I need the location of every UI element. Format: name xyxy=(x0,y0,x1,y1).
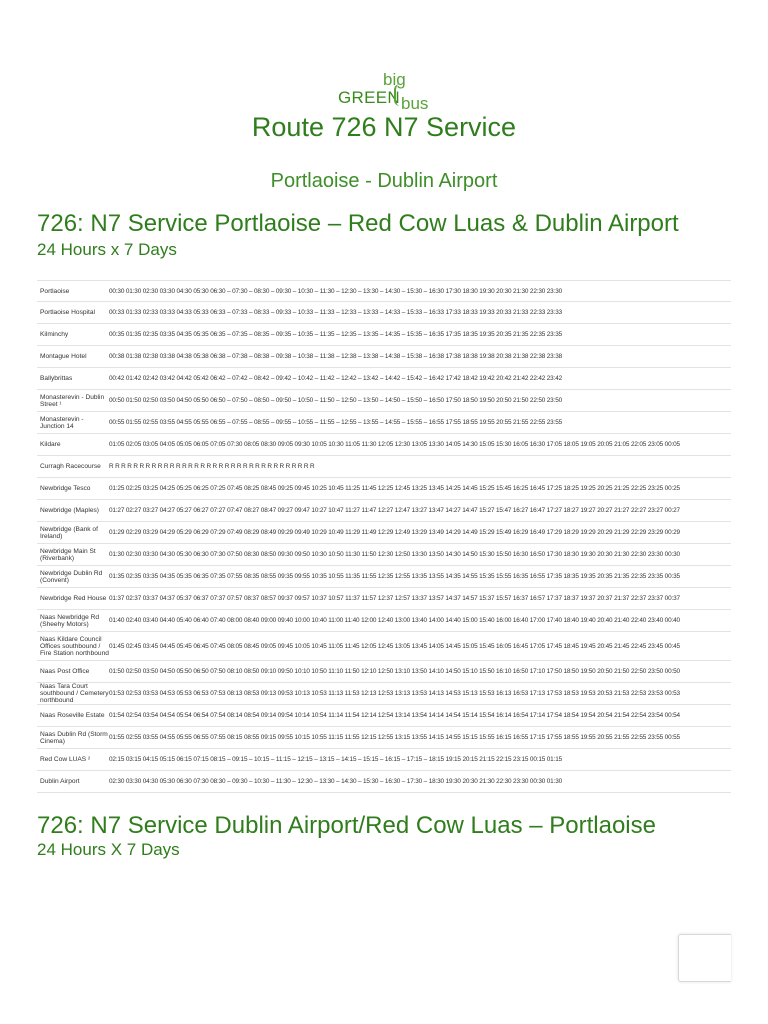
logo-text-big: big xyxy=(383,70,406,89)
table-row xyxy=(37,368,731,390)
stop-name: Naas Tara Court southbound / Cemetery northbound xyxy=(40,683,109,704)
stop-name: Newbridge Red House xyxy=(40,595,107,602)
stop-name: Naas Dublin Rd (Storm Cinema) xyxy=(40,730,108,745)
table-row xyxy=(37,456,731,478)
table-row xyxy=(37,324,731,346)
table-row xyxy=(37,346,731,368)
table-row xyxy=(37,661,731,683)
stop-name: Kildare xyxy=(40,441,61,448)
logo-text-bus: bus xyxy=(401,94,429,113)
stop-name: Newbridge (Maples) xyxy=(40,507,99,514)
stop-name: Montague Hotel xyxy=(40,353,87,360)
table-row xyxy=(37,412,731,434)
stop-times: 00:30 01:30 02:30 03:30 04:30 05:30 06:30 – 07:30 – 08:30 – 09:30 – 10:30 – 11:30 – 12:30 – 13:30 – 14:30 – 15:30 – 16:30 17:30 18:30 19:30 20:30 21:30 22:30 23:30 xyxy=(109,287,563,295)
stop-times: 00:50 01:50 02:50 03:50 04:50 05:50 06:50 – 07:50 – 08:50 – 09:50 – 10:50 – 11:50 – 12:50 – 13:50 – 14:50 – 15:50 – 16:50 17:50 18:50 19:50 20:50 21:50 22:50 23:50 xyxy=(109,397,563,404)
stop-name: Naas Roseville Estate xyxy=(40,712,105,719)
stop-times: 02:30 03:30 04:30 05:30 06:30 07:30 08:30 – 09:30 – 10:30 – 11:30 – 12:30 – 13:30 – 14:30 – 15:30 – 16:30 – 17:30 – 18:30 19:30 20:30 21:30 22:30 23:30 00:30 01:30 xyxy=(109,778,563,785)
stop-name: Ballybrittas xyxy=(40,375,73,382)
table-row xyxy=(37,544,731,566)
stop-times: 00:55 01:55 02:55 03:55 04:55 05:55 06:55 – 07:55 – 08:55 – 09:55 – 10:55 – 11:55 – 12:55 – 13:55 – 14:55 – 15:55 – 16:55 17:55 18:55 19:55 20:55 21:55 22:55 23:55 xyxy=(109,419,563,426)
stop-name: Kilminchy xyxy=(40,331,69,338)
stop-name: Portlaoise Hospital xyxy=(40,309,95,316)
recaptcha-badge[interactable] xyxy=(678,934,731,982)
section-title-inbound: 726: N7 Service Dublin Airport/Red Cow Luas – Portlaoise xyxy=(37,812,656,839)
table-row xyxy=(37,771,731,793)
stop-name: Naas Kildare Council Offices southbound / Fire Station northbound xyxy=(40,635,109,657)
table-row xyxy=(37,522,731,544)
stop-name: Curragh Racecourse xyxy=(40,463,101,470)
stop-name: Newbridge Tesco xyxy=(40,485,91,492)
route-subtitle: Portlaoise - Dublin Airport xyxy=(270,170,498,192)
stop-times: 01:45 02:45 03:45 04:45 05:45 06:45 07:45 08:05 08:45 09:05 09:45 10:05 10:45 11:05 11:45 12:05 12:45 13:05 13:45 14:05 14:45 15:05 15:45 16:05 16:45 17:05 17:45 18:45 19:45 20:45 21:45 22:45 23:45 00:45 xyxy=(109,642,680,650)
stop-name: Newbridge Dublin Rd (Convent) xyxy=(40,569,103,584)
table-row xyxy=(37,727,731,749)
section-title-outbound: 726: N7 Service Portlaoise – Red Cow Luas & Dublin Airport xyxy=(37,210,679,237)
stop-times: 00:42 01:42 02:42 03:42 04:42 05:42 06:42 – 07:42 – 08:42 – 09:42 – 10:42 – 11:42 – 12:42 – 13:42 – 14:42 – 15:42 – 16:42 17:42 18:42 19:42 20:42 21:42 22:42 23:42 xyxy=(109,375,563,382)
stop-times: 01:55 02:55 03:55 04:55 05:55 06:55 07:55 08:15 08:55 09:15 09:55 10:15 10:55 11:15 11:55 12:15 12:55 13:15 13:55 14:15 14:55 15:15 15:55 16:15 16:55 17:15 17:55 18:55 19:55 20:55 21:55 22:55 23:55 00:55 xyxy=(109,734,680,741)
stop-times: 01:40 02:40 03:40 04:40 05:40 06:40 07:40 08:00 08:40 09:00 09:40 10:00 10:40 11:00 11:40 12:00 12:40 13:00 13:40 14:00 14:40 15:00 15:40 16:00 16:40 17:00 17:40 18:40 19:40 20:40 21:40 22:40 23:40 00:40 xyxy=(109,617,680,624)
stop-name: Monasterevin - Junction 14 xyxy=(40,415,84,430)
table-row xyxy=(37,749,731,771)
table-row xyxy=(37,478,731,500)
table-row xyxy=(37,705,731,727)
stop-name: Red Cow LUAS ² xyxy=(40,756,91,763)
table-row xyxy=(37,588,731,610)
timetable-outbound xyxy=(37,280,731,793)
table-row xyxy=(37,281,731,302)
table-row xyxy=(37,434,731,456)
stop-times: 01:50 02:50 03:50 04:50 05:50 06:50 07:50 08:10 08:50 09:10 09:50 10:10 10:50 11:10 11:50 12:10 12:50 13:10 13:50 14:10 14:50 15:10 15:50 16:10 16:50 17:10 17:50 18:50 19:50 20:50 21:50 22:50 23:50 00:50 xyxy=(109,668,680,675)
stop-times: 01:27 02:27 03:27 04:27 05:27 06:27 07:27 07:47 08:27 08:47 09:27 09:47 10:27 10:47 11:27 11:47 12:27 12:47 13:27 13:47 14:27 14:47 15:27 15:47 16:27 16:47 17:27 18:27 19:27 20:27 21:27 22:27 23:27 00:27 xyxy=(109,507,680,514)
logo-text-green: GREEN xyxy=(338,88,400,107)
stop-times: 01:37 02:37 03:37 04:37 05:37 06:37 07:37 07:57 08:37 08:57 09:37 09:57 10:37 10:57 11:37 11:57 12:37 12:57 13:37 13:57 14:37 14:57 15:37 15:57 16:37 16:57 17:37 18:37 19:37 20:37 21:37 22:37 23:37 00:37 xyxy=(109,595,680,602)
stop-times: 00:33 01:33 02:33 03:33 04:33 05:33 06:33 – 07:33 – 08:33 – 09:33 – 10:33 – 11:33 – 12:33 – 13:33 – 14:33 – 15:33 – 16:33 17:33 18:33 19:33 20:33 21:33 22:33 23:33 xyxy=(109,309,563,316)
stop-times: 01:35 02:35 03:35 04:35 05:35 06:35 07:35 07:55 08:35 08:55 09:35 09:55 10:35 10:55 11:35 11:55 12:35 12:55 13:35 13:55 14:35 14:55 15:35 15:55 16:35 16:55 17:35 18:35 19:35 20:35 21:35 22:35 23:35 00:35 xyxy=(109,573,680,580)
stop-name: Dublin Airport xyxy=(40,778,80,785)
table-row xyxy=(37,610,731,632)
stop-times: 01:53 02:53 03:53 04:53 05:53 06:53 07:53 08:13 08:53 09:13 09:53 10:13 10:53 11:13 11:53 12:13 12:53 13:13 13:53 14:13 14:53 15:13 15:53 16:13 16:53 17:13 17:53 18:53 19:53 20:53 21:53 22:53 23:53 00:53 xyxy=(109,690,680,697)
stop-name: Portlaoise xyxy=(40,287,70,295)
big-green-bus-logo[interactable] xyxy=(338,70,434,114)
table-row xyxy=(37,566,731,588)
stop-times: 00:38 01:38 02:38 03:38 04:38 05:38 06:38 – 07:38 – 08:38 – 09:38 – 10:38 – 11:38 – 12:38 – 13:38 – 14:38 – 15:38 – 16:38 17:38 18:38 19:38 20:38 21:38 22:38 23:38 xyxy=(109,353,563,360)
stop-times: 01:25 02:25 03:25 04:25 05:25 06:25 07:25 07:45 08:25 08:45 09:25 09:45 10:25 10:45 11:25 11:45 12:25 12:45 13:25 13:45 14:25 14:45 15:25 15:45 16:25 16:45 17:25 18:25 19:25 20:25 21:25 22:25 23:25 00:25 xyxy=(109,485,680,492)
stop-times: R R R R R R R R R R R R R R R R R R R R R R R R R R R R R R R R R R xyxy=(109,463,315,470)
stop-times: 01:05 02:05 03:05 04:05 05:05 06:05 07:05 07:30 08:05 08:30 09:05 09:30 10:05 10:30 11:05 11:30 12:05 12:30 13:05 13:30 14:05 14:30 15:05 15:30 16:05 16:30 17:05 18:05 19:05 20:05 21:05 22:05 23:05 00:05 xyxy=(109,441,680,448)
stop-times: 01:30 02:30 03:30 04:30 05:30 06:30 07:30 07:50 08:30 08:50 09:30 09:50 10:30 10:50 11:30 11:50 12:30 12:50 13:30 13:50 14:30 14:50 15:30 15:50 16:30 16:50 17:30 18:30 19:30 20:30 21:30 22:30 23:30 00:30 xyxy=(109,551,680,558)
stop-name: Newbridge (Bank of Ireland) xyxy=(40,525,98,540)
stop-times: 02:15 03:15 04:15 05:15 06:15 07:15 08:15 – 09:15 – 10:15 – 11:15 – 12:15 – 13:15 – 14:15 – 15:15 – 16:15 – 17:15 – 18:15 19:15 20:15 21:15 22:15 23:15 00:15 01:15 xyxy=(109,756,563,763)
stop-name: Naas Newbridge Rd (Sheehy Motors) xyxy=(40,613,100,628)
table-row xyxy=(37,390,731,412)
table-row xyxy=(37,500,731,522)
stop-name: Monasterevin - Dublin Street ¹ xyxy=(40,393,105,408)
table-row xyxy=(37,683,731,705)
stop-name: Naas Post Office xyxy=(40,668,90,675)
section-subtitle-outbound: 24 Hours x 7 Days xyxy=(37,240,177,259)
page-title: Route 726 N7 Service xyxy=(251,112,517,142)
stop-times: 01:54 02:54 03:54 04:54 05:54 06:54 07:54 08:14 08:54 09:14 09:54 10:14 10:54 11:14 11:54 12:14 12:54 13:14 13:54 14:14 14:54 15:14 15:54 16:14 16:54 17:14 17:54 18:54 19:54 20:54 21:54 22:54 23:54 00:54 xyxy=(109,712,680,719)
table-row xyxy=(37,302,731,324)
table-row xyxy=(37,632,731,661)
section-subtitle-inbound: 24 Hours X 7 Days xyxy=(37,840,180,859)
stop-times: 00:35 01:35 02:35 03:35 04:35 05:35 06:35 – 07:35 – 08:35 – 09:35 – 10:35 – 11:35 – 12:35 – 13:35 – 14:35 – 15:35 – 16:35 17:35 18:35 19:35 20:35 21:35 22:35 23:35 xyxy=(109,331,563,338)
stop-times: 01:29 02:29 03:29 04:29 05:29 06:29 07:29 07:49 08:29 08:49 09:29 09:49 10:29 10:49 11:29 11:49 12:29 12:49 13:29 13:49 14:29 14:49 15:29 15:49 16:29 16:49 17:29 18:29 19:29 20:29 21:29 22:29 23:29 00:29 xyxy=(109,529,680,536)
stop-name: Newbridge Main St (Riverbank) xyxy=(40,547,96,562)
